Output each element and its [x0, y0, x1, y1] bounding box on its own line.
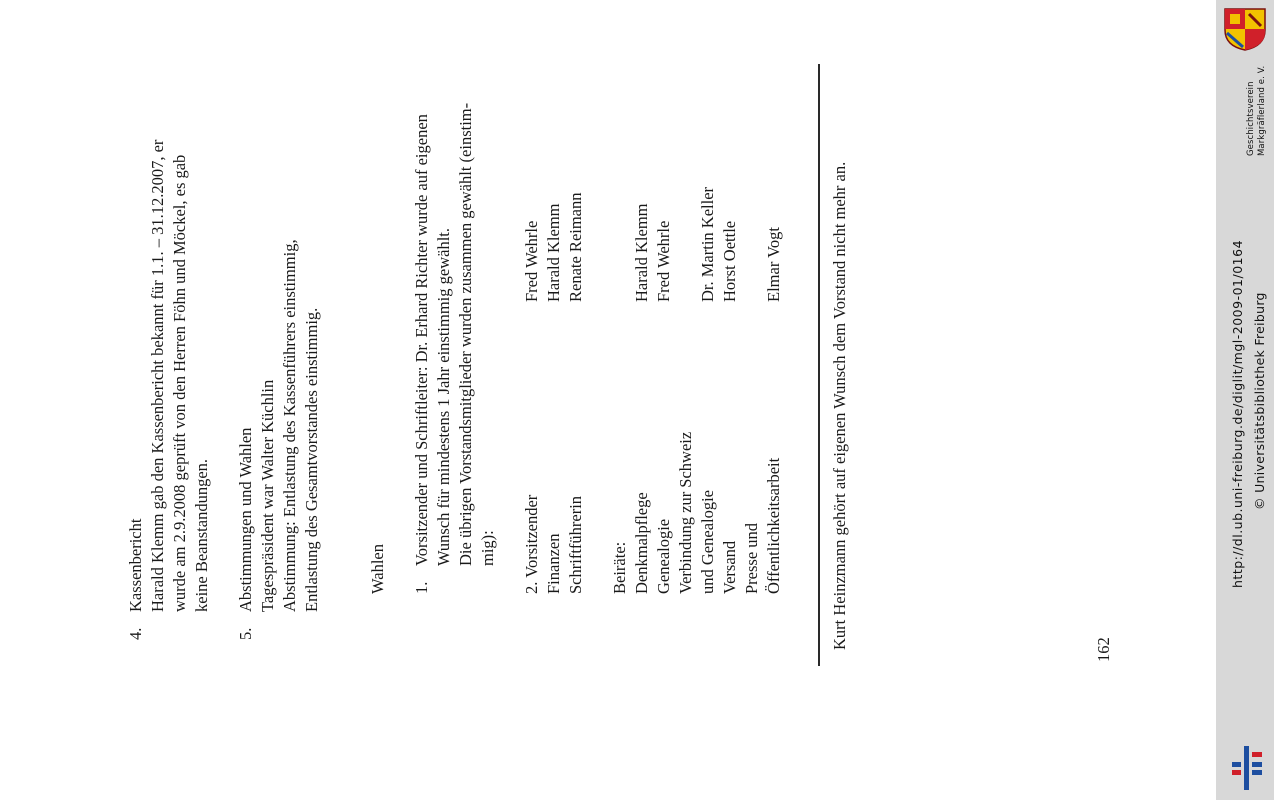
page-number: 162: [1094, 637, 1113, 662]
beiraete-label: Beiräte:: [610, 541, 629, 594]
source-url-link[interactable]: http://dl.ub.uni-freiburg.de/diglit/mgl-2009-01/0164: [1230, 239, 1245, 588]
role-name: Harald Klemm: [544, 203, 563, 302]
publisher-line1: Geschichtsverein: [1246, 81, 1256, 156]
beirat-role: Denkmalpflege: [632, 492, 651, 594]
footnote: Kurt Heinzmann gehört auf eigenen Wunsch dem Vorstand nicht mehr an.: [830, 161, 849, 650]
beirat-role: Öffentlichkeitsarbeit: [764, 457, 783, 594]
role-name: Fred Wehrle: [522, 220, 541, 302]
section-4-text-line: keine Beanstandungen.: [192, 458, 211, 612]
role-name: Renate Reimann: [566, 192, 585, 302]
section-5-text-line: Entlastung des Gesamtvorstandes einstimmig.: [302, 307, 321, 612]
section-5-text-line: Tagespräsident war Walter Küchlin: [258, 379, 277, 612]
section-5-text-line: Abstimmung: Entlastung des Kassenführers einstimmig,: [280, 239, 299, 612]
coat-of-arms-icon: [1222, 6, 1268, 52]
sidebar: [1216, 0, 1274, 800]
beirat-role: und Genealogie: [698, 489, 717, 594]
section-4-title: Kassenbericht: [126, 518, 145, 612]
beirat-name: Fred Wehrle: [654, 220, 673, 302]
separator-rule: [818, 64, 820, 666]
beirat-role: Versand: [720, 540, 739, 594]
wahlen-item-line: Die übrigen Vorstandsmitglieder wurden zusammen gewählt (einstim-: [456, 102, 475, 566]
wahlen-item-line: mig):: [478, 530, 497, 566]
wahlen-item-number: 1.: [412, 581, 431, 594]
section-5-title: Abstimmungen und Wahlen: [236, 427, 255, 612]
section-5-number: 5.: [236, 627, 255, 640]
section-4-number: 4.: [126, 627, 145, 640]
section-4-text-line: Harald Klemm gab den Kassenbericht bekannt für 1.1. – 31.12.2007, er: [148, 139, 167, 612]
wahlen-item-line: Vorsitzender und Schriftleiter: Dr. Erhard Richter wurde auf eigenen: [412, 114, 431, 566]
copyright-text: © Universitätsbibliothek Freiburg: [1252, 292, 1267, 510]
wahlen-heading: Wahlen: [368, 544, 387, 594]
role-label: Finanzen: [544, 533, 563, 594]
beirat-name: Horst Oettle: [720, 220, 739, 302]
wahlen-item-line: Wunsch für mindestens 1 Jahr einstimmig gewählt.: [434, 228, 453, 566]
ub-freiburg-logo-icon[interactable]: [1224, 744, 1268, 792]
beirat-role: Verbindung zur Schweiz: [676, 431, 695, 594]
beirat-role: Presse und: [742, 522, 761, 594]
role-label: 2. Vorsitzender: [522, 494, 541, 594]
beirat-name: Dr. Martin Keller: [698, 186, 717, 302]
publisher-line2: Markgräflerland e. V.: [1257, 65, 1267, 156]
role-label: Schriftführerin: [566, 495, 585, 594]
beirat-name: Elmar Vogt: [764, 226, 783, 302]
beirat-role: Genealogie: [654, 518, 673, 594]
section-4-text-line: wurde am 2.9.2008 geprüft von den Herren Föhn und Möckel, es gab: [170, 154, 189, 612]
beirat-name: Harald Klemm: [632, 203, 651, 302]
